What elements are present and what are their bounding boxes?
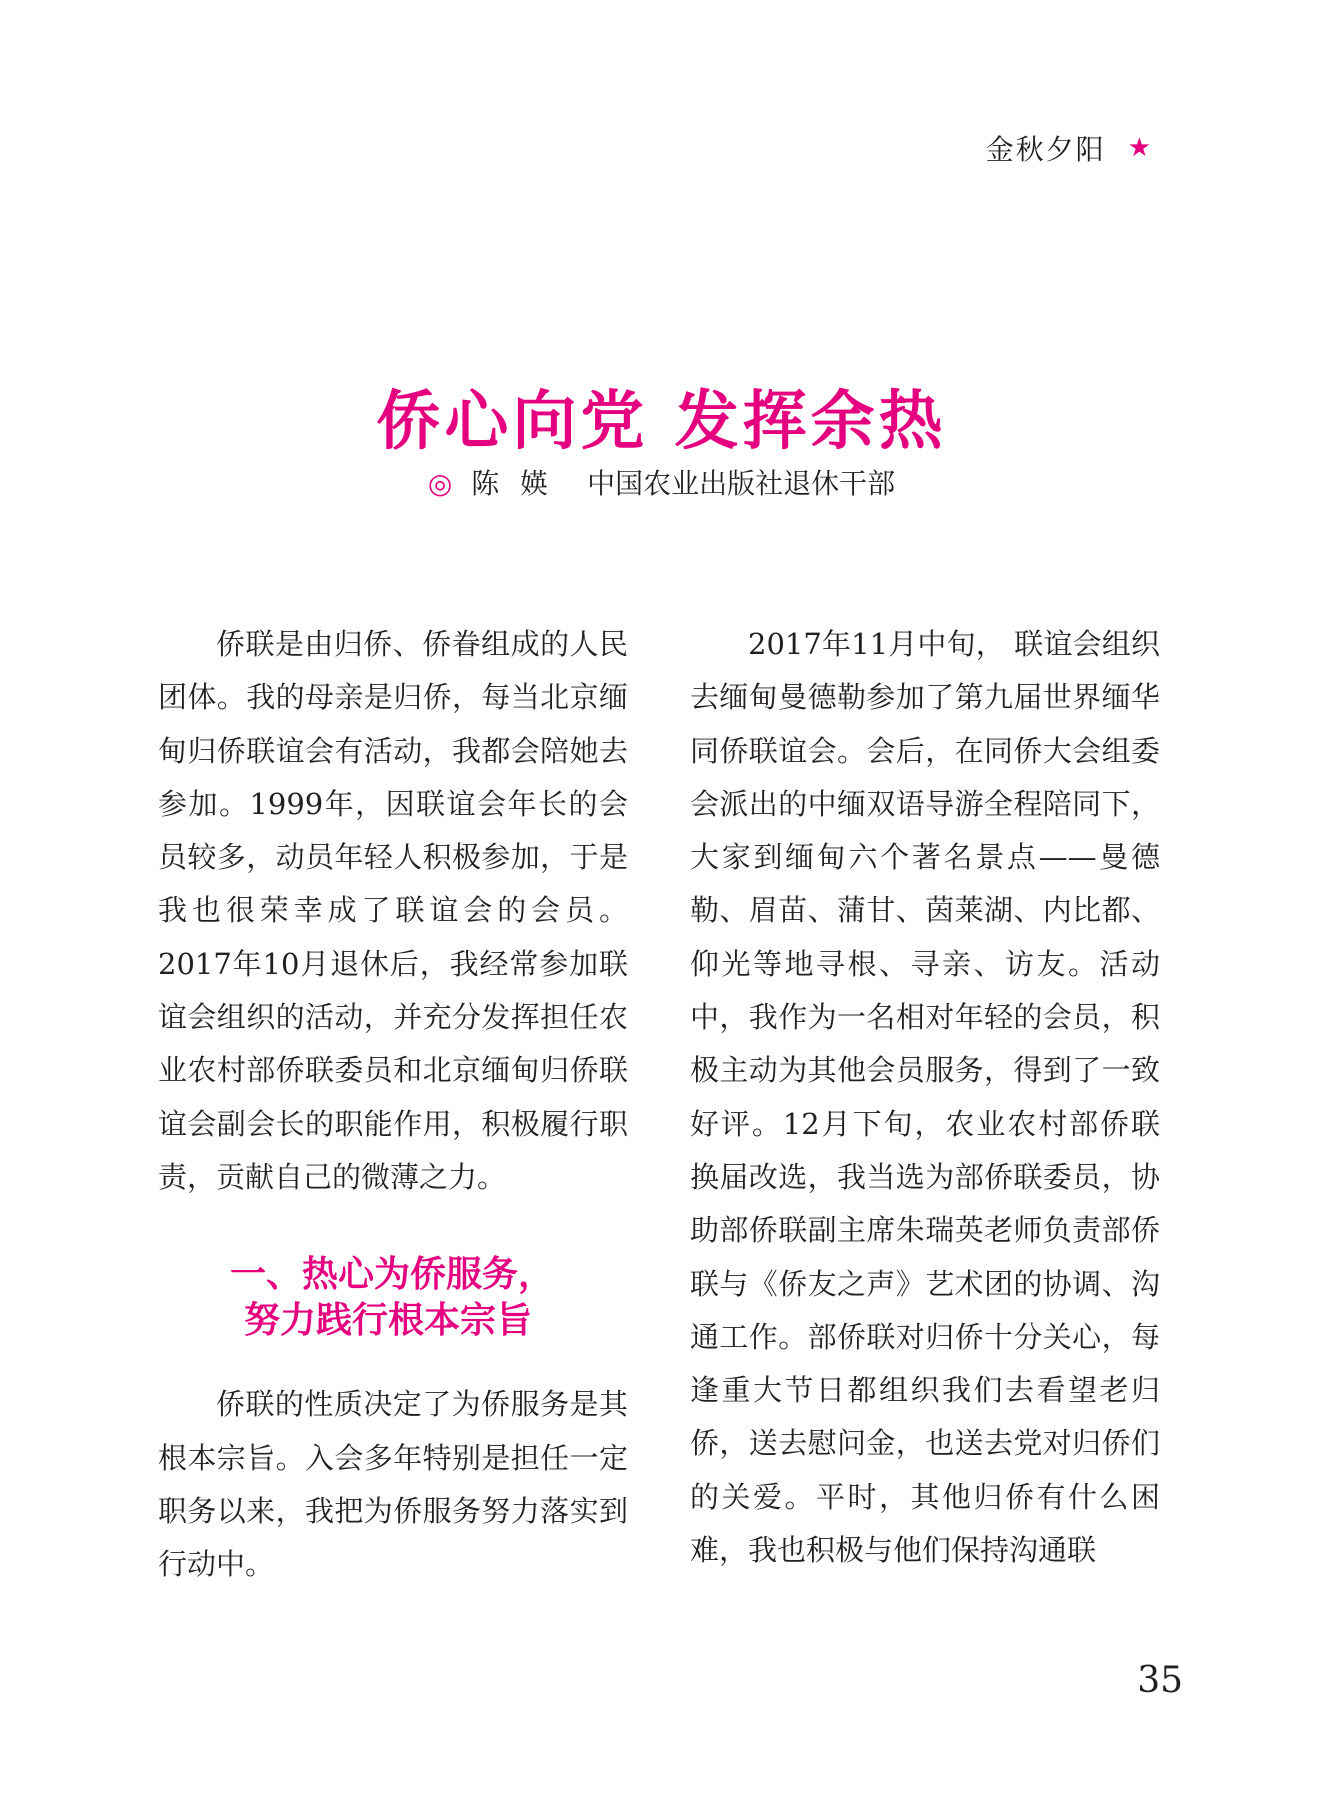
article-title: 侨心向党 发挥余热	[376, 384, 947, 459]
section-heading-line: 努力践行根本宗旨	[244, 1300, 533, 1342]
section-heading	[158, 1252, 628, 1344]
paragraph: 侨联的性质决定了为侨服务是其根本宗旨。入会多年特别是担任一定职务以来，我把为侨服务努力落实到行动中。	[158, 1387, 628, 1582]
column-name: 金秋夕阳	[985, 133, 1106, 166]
section-heading-line: 一、热心为侨服务，	[230, 1254, 555, 1296]
paragraph: 2017年11月中旬， 联谊会组织去缅甸曼德勒参加了第九届世界缅华同侨联谊会。会后，在同侨大会组委会派出的中缅双语导游全程陪同下，大家到缅甸六个著名景点——曼德勒、眉苗、蒲甘、茵莱湖、内比都、仰光等地寻根、寻亲、访友。活动中，我作为一名相对年轻的会员，积极主动为其他会员服务，得到了一致好评。12月下旬，农业农村部侨联换届改选，我当选为部侨联委员，协助部侨联副主席朱瑞英老师负责部侨联与《侨友之声》艺术团的协调、沟通工作。部侨联对归侨十分关心，每逢重大节日都组织我们去看望老归侨，送去慰问金，也送去党对归侨们的关爱。平时，其他归侨有什么困难，我也积极与他们保持沟通联	[690, 627, 1160, 1568]
author-title: 中国农业出版社退休干部	[587, 467, 896, 500]
star-icon: ★	[1127, 133, 1153, 163]
left-column	[158, 618, 628, 1591]
right-column	[690, 618, 1160, 1577]
page-number: 35	[1137, 1660, 1183, 1701]
byline-mark-icon: ◎	[427, 467, 453, 500]
byline	[0, 462, 1323, 502]
paragraph: 侨联是由归侨、侨眷组成的人民团体。我的母亲是归侨，每当北京缅甸归侨联谊会有活动，我都会陪她去参加。1999年，因联谊会年长的会员较多，动员年轻人积极参加，于是我也很荣幸成了联谊会的会员。2017年10月退休后，我经常参加联谊会组织的活动，并充分发挥担任农业农村部侨联委员和北京缅甸归侨联谊会副会长的职能作用，积极履行职责，贡献自己的微薄之力。	[158, 627, 628, 1194]
running-header	[986, 128, 1153, 168]
author-name: 陈 媖	[471, 467, 555, 500]
